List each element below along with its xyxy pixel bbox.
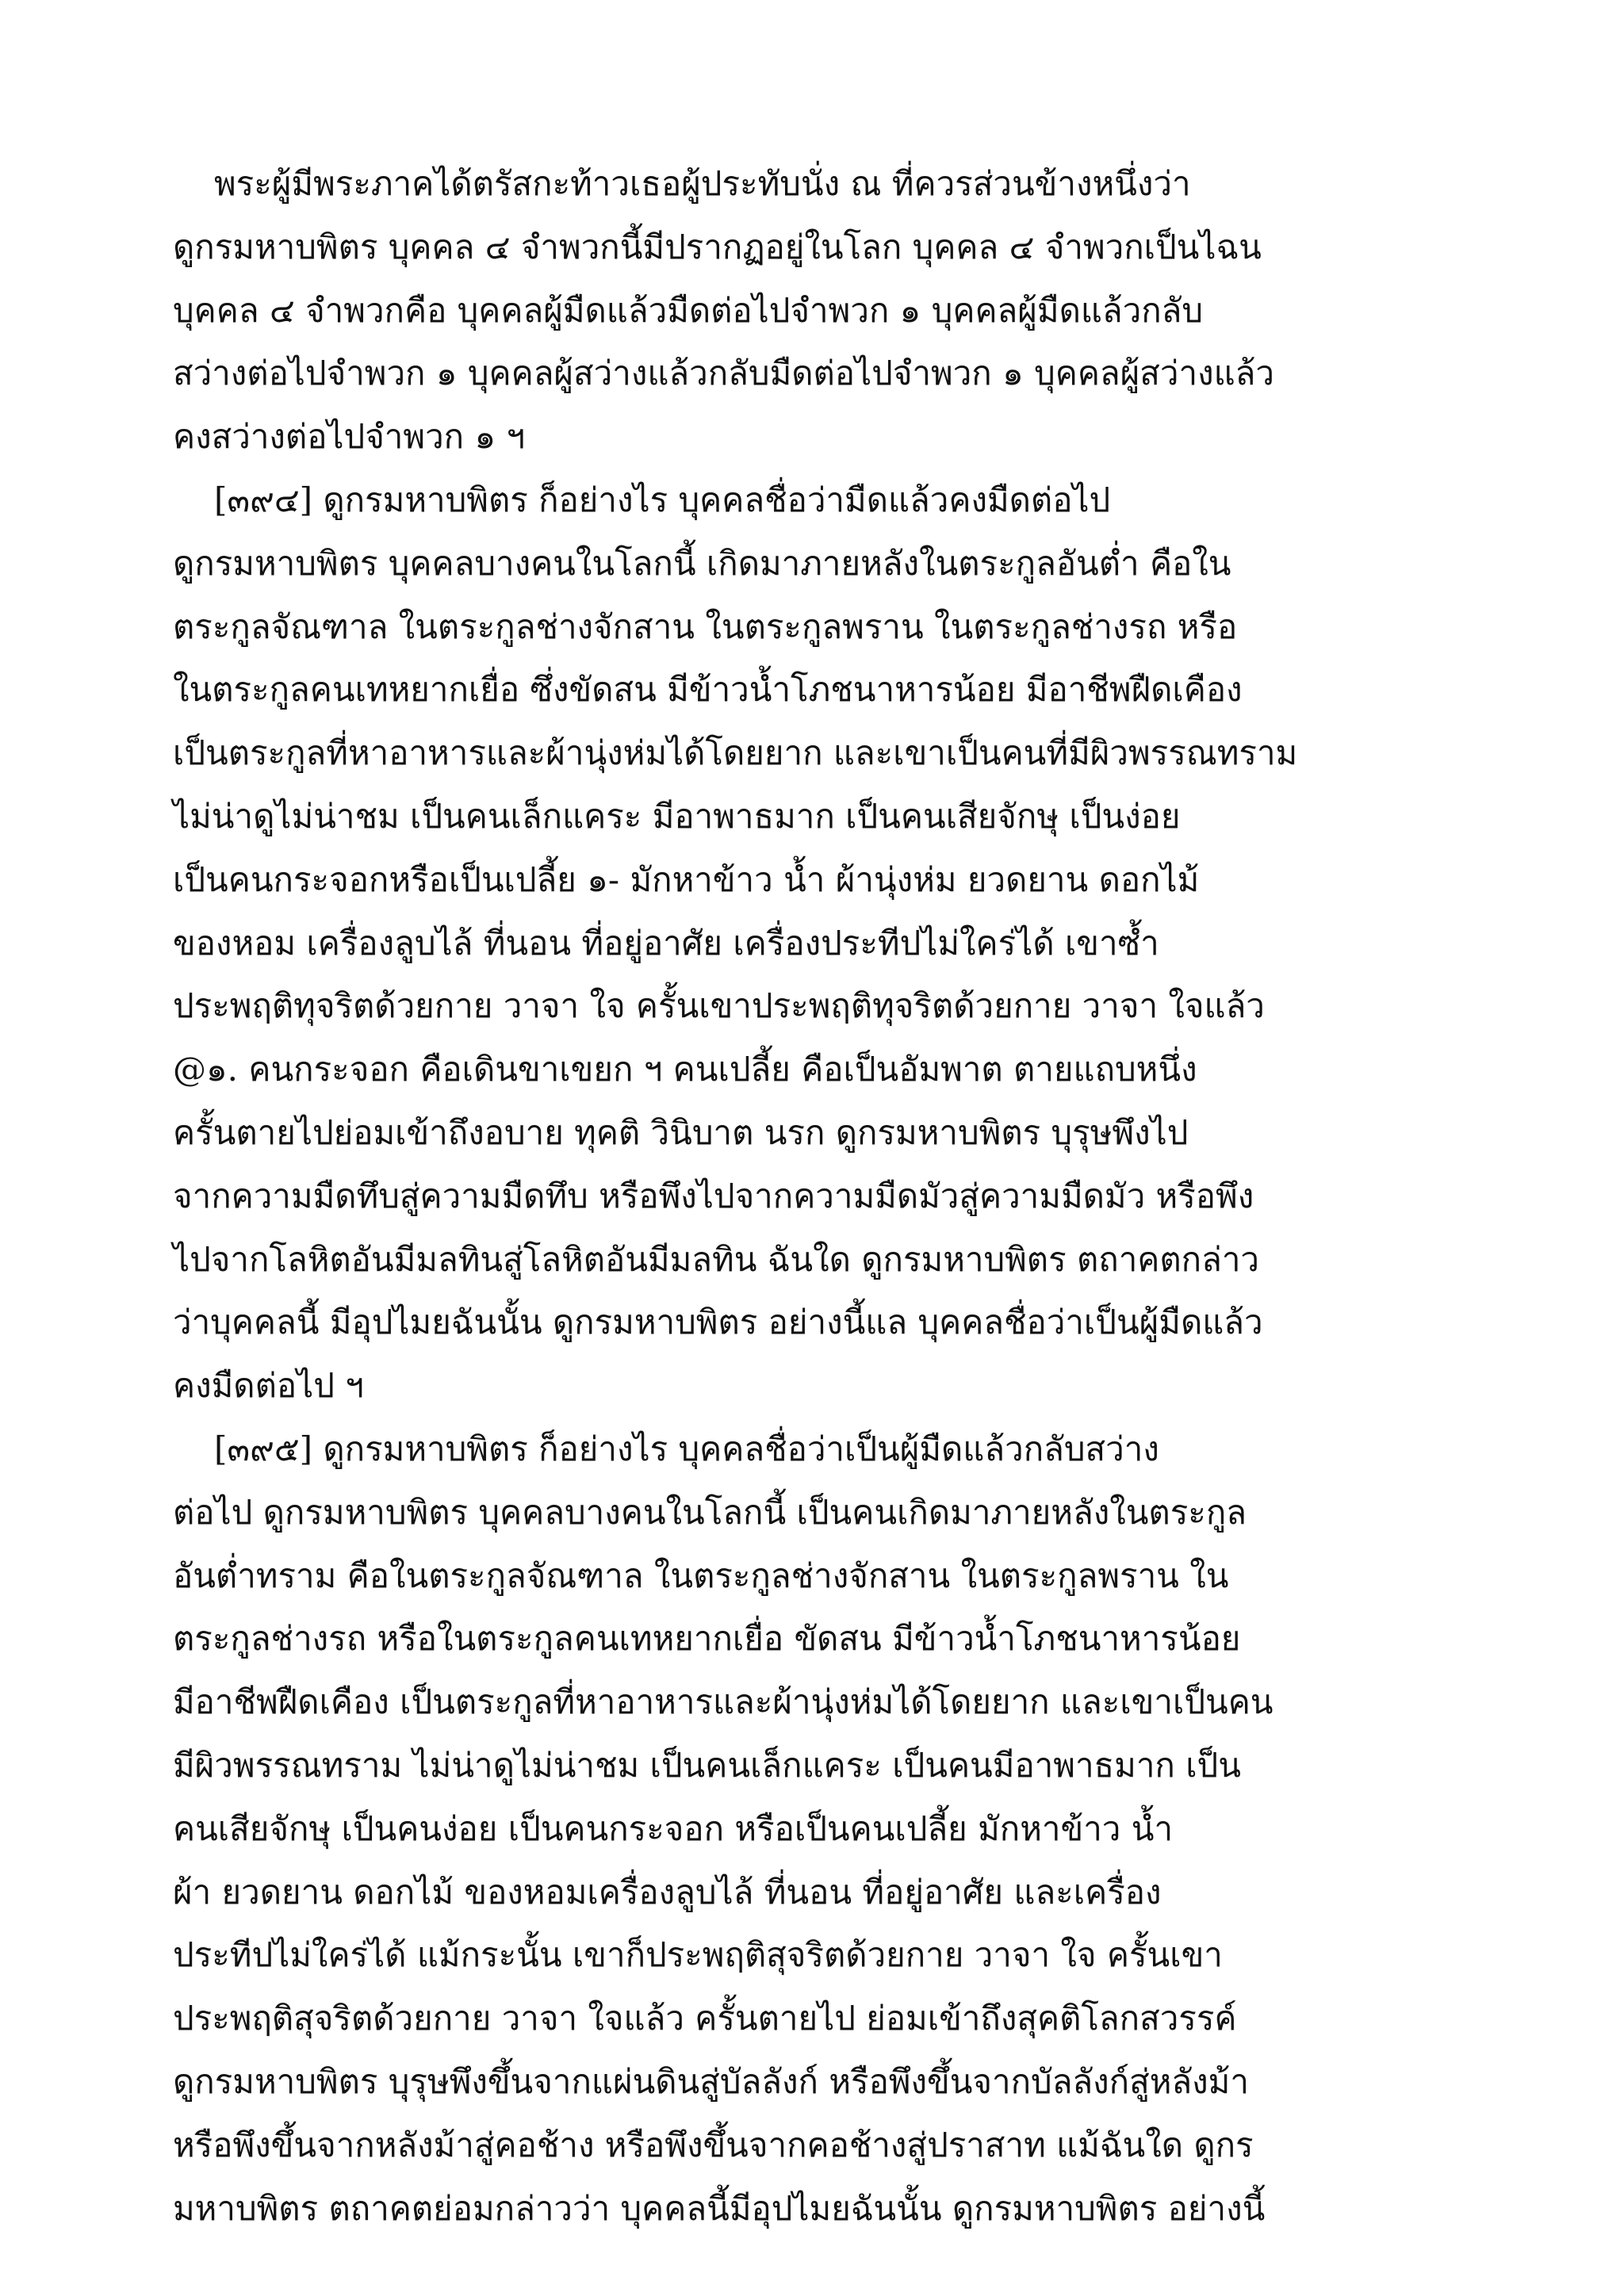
text-line: มีอาชีพฝืดเคือง เป็นตระกูลที่หาอาหารและผ้านุ่งห่มได้โดยยาก และเขาเป็นคน	[173, 1682, 1274, 1722]
text-line: คงสว่างต่อไปจำพวก ๑ ฯ	[173, 417, 526, 457]
text-line: ครั้นตายไปย่อมเข้าถึงอบาย ทุคติ วินิบาต นรก ดูกรมหาบพิตร บุรุษพึงไป	[173, 1112, 1189, 1152]
text-line: สว่างต่อไปจำพวก ๑ บุคคลผู้สว่างแล้วกลับมืดต่อไปจำพวก ๑ บุคคลผู้สว่างแล้ว	[173, 354, 1274, 393]
text-line: ดูกรมหาบพิตร บุคคล ๔ จำพวกนี้มีปรากฏอยู่ในโลก บุคคล ๔ จำพวกเป็นไฉน	[173, 227, 1262, 266]
text-line: ดูกรมหาบพิตร บุคคลบางคนในโลกนี้ เกิดมาภายหลังในตระกูลอันต่ำ คือใน	[173, 543, 1231, 583]
text-line: ตระกูลจัณฑาล ในตระกูลช่างจักสาน ในตระกูลพราน ในตระกูลช่างรถ หรือ	[173, 607, 1238, 646]
body-text	[173, 152, 1457, 2240]
text-line: ไม่น่าดูไม่น่าชม เป็นคนเล็กแคระ มีอาพาธมาก เป็นคนเสียจักษุ เป็นง่อย	[173, 796, 1181, 836]
text-line: อันต่ำทราม คือในตระกูลจัณฑาล ในตระกูลช่างจักสาน ในตระกูลพราน ใน	[173, 1556, 1229, 1595]
text-line: ประพฤติสุจริตด้วยกาย วาจา ใจแล้ว ครั้นตายไป ย่อมเข้าถึงสุคติโลกสวรรค์	[173, 1999, 1237, 2038]
text-line: ไปจากโลหิตอันมีมลทินสู่โลหิตอันมีมลทิน ฉันใด ดูกรมหาบพิตร ตถาคตกล่าว	[173, 1239, 1259, 1279]
section-394-heading-line: [๓๙๔] ดูกรมหาบพิตร ก็อย่างไร บุคคลชื่อว่ามืดแล้วคงมืดต่อไป	[214, 480, 1111, 519]
text-line: หรือพึงขึ้นจากหลังม้าสู่คอช้าง หรือพึงขึ้นจากคอช้างสู่ปราสาท แม้ฉันใด ดูกร	[173, 2125, 1254, 2164]
text-line: มีผิวพรรณทราม ไม่น่าดูไม่น่าชม เป็นคนเล็กแคระ เป็นคนมีอาพาธมาก เป็น	[173, 1745, 1241, 1785]
text-line: คงมืดต่อไป ฯ	[173, 1366, 364, 1406]
paragraph-first-line: พระผู้มีพระภาคได้ตรัสกะท้าวเธอผู้ประทับนั่ง ณ ที่ควรส่วนข้างหนึ่งว่า	[214, 164, 1191, 203]
text-line: เป็นคนกระจอกหรือเป็นเปลี้ย ๑- มักหาข้าว น้ำ ผ้านุ่งห่ม ยวดยาน ดอกไม้	[173, 859, 1200, 899]
text-line: บุคคล ๔ จำพวกคือ บุคคลผู้มืดแล้วมืดต่อไปจำพวก ๑ บุคคลผู้มืดแล้วกลับ	[173, 290, 1204, 330]
text-line: จากความมืดทึบสู่ความมืดทึบ หรือพึงไปจากความมืดมัวสู่ความมืดมัว หรือพึง	[173, 1176, 1254, 1215]
footnote-line: @๑. คนกระจอก คือเดินขาเขยก ฯ คนเปลี้ย คือเป็นอัมพาต ตายแถบหนึ่ง	[173, 1050, 1197, 1089]
text-line: ในตระกูลคนเทหยากเยื่อ ซึ่งขัดสน มีข้าวน้ำโภชนาหารน้อย มีอาชีพฝืดเคือง	[173, 670, 1243, 710]
text-line: ต่อไป ดูกรมหาบพิตร บุคคลบางคนในโลกนี้ เป็นคนเกิดมาภายหลังในตระกูล	[173, 1492, 1247, 1532]
section-395-heading-line: [๓๙๕] ดูกรมหาบพิตร ก็อย่างไร บุคคลชื่อว่าเป็นผู้มืดแล้วกลับสว่าง	[214, 1429, 1159, 1468]
text-line: ตระกูลช่างรถ หรือในตระกูลคนเทหยากเยื่อ ขัดสน มีข้าวน้ำโภชนาหารน้อย	[173, 1619, 1241, 1659]
text-line: เป็นตระกูลที่หาอาหารและผ้านุ่งห่มได้โดยยาก และเขาเป็นคนที่มีผิวพรรณทราม	[173, 733, 1298, 773]
text-line: ผ้า ยวดยาน ดอกไม้ ของหอมเครื่องลูบไล้ ที่นอน ที่อยู่อาศัย และเครื่อง	[173, 1872, 1162, 1911]
text-line: คนเสียจักษุ เป็นคนง่อย เป็นคนกระจอก หรือเป็นคนเปลี้ย มักหาข้าว น้ำ	[173, 1808, 1174, 1848]
text-line: ดูกรมหาบพิตร บุรุษพึงขึ้นจากแผ่นดินสู่บัลลังก์ หรือพึงขึ้นจากบัลลังก์สู่หลังม้า	[173, 2061, 1249, 2101]
text-line: ประพฤติทุจริตด้วยกาย วาจา ใจ ครั้นเขาประพฤติทุจริตด้วยกาย วาจา ใจแล้ว	[173, 986, 1265, 1026]
text-line: ว่าบุคคลนี้ มีอุปไมยฉันนั้น ดูกรมหาบพิตร อย่างนี้แล บุคคลชื่อว่าเป็นผู้มืดแล้ว	[173, 1303, 1263, 1342]
text-line: มหาบพิตร ตถาคตย่อมกล่าวว่า บุคคลนี้มีอุปไมยฉันนั้น ดูกรมหาบพิตร อย่างนี้	[173, 2188, 1266, 2228]
text-line: ของหอม เครื่องลูบไล้ ที่นอน ที่อยู่อาศัย เครื่องประทีปไม่ใคร่ได้ เขาซ้ำ	[173, 923, 1159, 962]
text-line: ประทีปไม่ใคร่ได้ แม้กระนั้น เขาก็ประพฤติสุจริตด้วยกาย วาจา ใจ ครั้นเขา	[173, 1935, 1223, 1975]
